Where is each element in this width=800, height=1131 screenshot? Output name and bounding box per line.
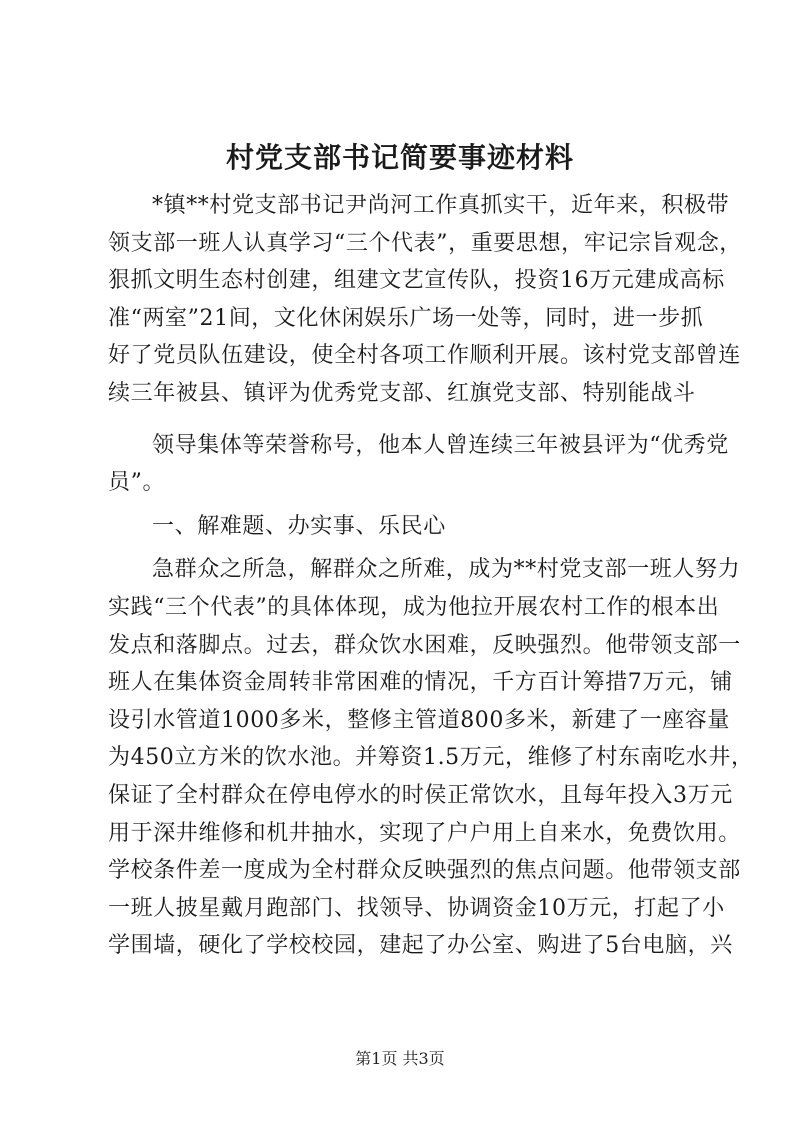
body-line: 设引水管道1000多米，整修主管道800多米，新建了一座容量	[108, 707, 730, 733]
body-line: 班人在集体资金周转非常困难的情况，千方百计筹措7万元，铺	[108, 670, 733, 696]
body-line: 狠抓文明生态村创建，组建文艺宣传队，投资16万元建成高标	[108, 268, 725, 294]
body-line: 学校条件差一度成为全村群众反映强烈的焦点问题。他带领支部	[108, 858, 741, 884]
body-line: 急群众之所急，解群众之所难，成为**村党支部一班人努力	[152, 557, 741, 583]
body-line: 好了党员队伍建设，使全村各项工作顺利开展。该村党支部曾连	[108, 343, 741, 369]
document-body	[108, 187, 754, 965]
body-line: 一班人披星戴月跑部门、找领导、协调资金10万元，打起了小	[108, 895, 725, 921]
body-line: 续三年被县、镇评为优秀党支部、红旗党支部、特别能战斗	[108, 380, 696, 406]
body-line: 准“两室”21间，文化休闲娱乐广场一处等，同时，进一步抓	[108, 305, 704, 331]
body-line: 领导集体等荣誉称号，他本人曾连续三年被县评为“优秀党	[152, 432, 729, 458]
body-line: 实践“三个代表”的具体体现，成为他拉开展农村工作的根本出	[108, 594, 720, 620]
body-line: 发点和落脚点。过去，群众饮水困难，反映强烈。他带领支部一	[108, 632, 741, 658]
page-number: 第1页 共3页	[355, 1049, 445, 1068]
body-line: 用于深井维修和机井抽水，实现了户户用上自来水，免费饮用。	[108, 820, 741, 846]
body-line: 保证了全村群众在停电停水的时侯正常饮水，且每年投入3万元	[108, 782, 733, 808]
section-heading: 一、解难题、办实事、乐民心	[152, 513, 446, 539]
body-line: 领支部一班人认真学习“三个代表”，重要思想，牢记宗旨观念，	[108, 230, 742, 256]
body-line: 学围墙，硬化了学校校园，建起了办公室、购进了5台电脑，兴	[108, 933, 733, 959]
document-title: 村党支部书记简要事迹材料	[225, 141, 574, 174]
body-line: 员”。	[108, 470, 166, 496]
body-line: 为450立方米的饮水池。并筹资1.5万元，维修了村东南吃水井，	[108, 745, 754, 771]
body-line: *镇**村党支部书记尹尚河工作真抓实干，近年来，积极带	[152, 193, 730, 218]
